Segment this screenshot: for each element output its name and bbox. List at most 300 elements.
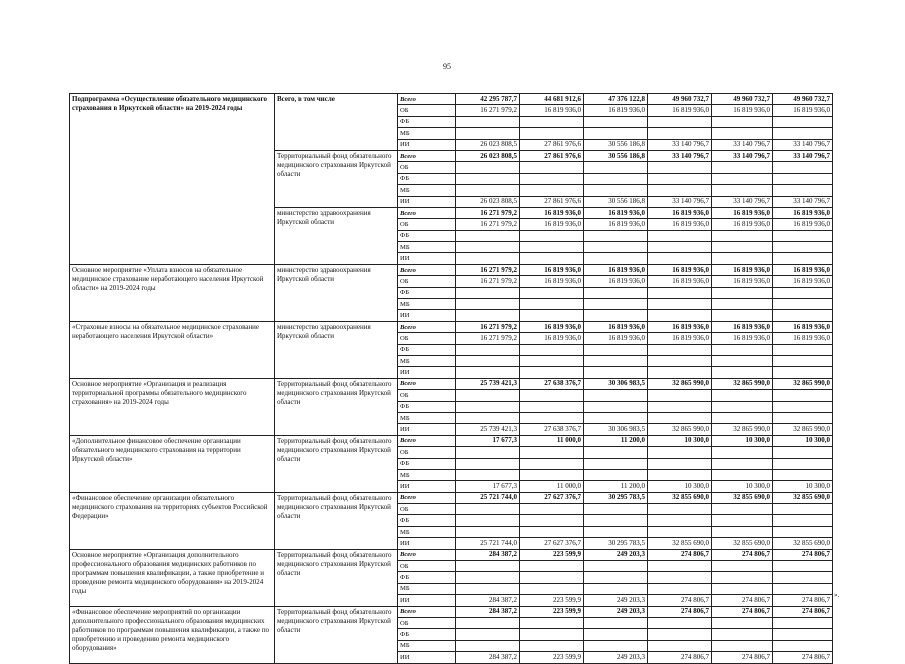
amount-cell: 25 721 744,0 xyxy=(456,538,520,549)
amount-cell xyxy=(712,561,773,572)
amount-cell xyxy=(584,185,648,196)
amount-cell xyxy=(520,629,584,640)
amount-cell xyxy=(456,629,520,640)
amount-cell xyxy=(648,401,712,412)
funding-source-cell: МБ xyxy=(398,299,456,310)
amount-cell xyxy=(773,355,833,366)
amount-cell xyxy=(712,583,773,594)
amount-cell xyxy=(520,173,584,184)
amount-cell xyxy=(584,469,648,480)
funding-source-cell: ИИ xyxy=(398,595,456,606)
amount-cell xyxy=(456,401,520,412)
amount-cell xyxy=(520,162,584,173)
amount-cell xyxy=(712,185,773,196)
amount-cell xyxy=(584,128,648,139)
amount-cell xyxy=(712,287,773,298)
amount-cell xyxy=(648,253,712,264)
amount-cell xyxy=(648,242,712,253)
amount-cell: 274 806,7 xyxy=(648,652,712,663)
amount-cell: 274 806,7 xyxy=(648,606,712,617)
amount-cell xyxy=(712,230,773,241)
amount-cell: 33 140 796,7 xyxy=(773,150,833,161)
amount-cell xyxy=(712,173,773,184)
funding-source-cell: Всего xyxy=(398,549,456,560)
funding-source-cell: Всего xyxy=(398,264,456,275)
amount-cell xyxy=(773,116,833,127)
amount-cell xyxy=(712,469,773,480)
amount-cell: 16 271 979,2 xyxy=(456,105,520,116)
funding-source-cell: ОБ xyxy=(398,561,456,572)
amount-cell xyxy=(456,526,520,537)
amount-cell xyxy=(520,401,584,412)
amount-cell xyxy=(773,230,833,241)
amount-cell: 30 556 186,8 xyxy=(584,139,648,150)
amount-cell xyxy=(773,561,833,572)
activity-name-cell: «Дополнительное финансовое обеспечение организации обязательного медицинского страхования на территории Иркутской области» xyxy=(70,435,275,492)
activity-name-cell: «Финансовое обеспечение мероприятий по организации дополнительного профессионального образования медицинских работников по программам повышения квалификации, а также по приобретению и проведению ремонта медицинского оборудования» xyxy=(70,606,275,663)
amount-cell xyxy=(712,355,773,366)
funding-source-cell: ОБ xyxy=(398,390,456,401)
amount-cell xyxy=(712,412,773,423)
amount-cell: 16 271 979,2 xyxy=(456,276,520,287)
amount-cell xyxy=(648,355,712,366)
funding-source-cell: МБ xyxy=(398,242,456,253)
amount-cell xyxy=(584,310,648,321)
funding-source-cell: МБ xyxy=(398,185,456,196)
amount-cell xyxy=(584,253,648,264)
amount-cell xyxy=(456,515,520,526)
amount-cell: 27 627 376,7 xyxy=(520,492,584,503)
table-row xyxy=(70,264,833,275)
amount-cell: 30 556 186,8 xyxy=(584,196,648,207)
funding-source-cell: ФБ xyxy=(398,287,456,298)
amount-cell: 16 819 936,0 xyxy=(520,264,584,275)
amount-cell: 33 140 796,7 xyxy=(773,139,833,150)
amount-cell xyxy=(520,128,584,139)
funding-source-cell: ИИ xyxy=(398,196,456,207)
funding-source-cell: ОБ xyxy=(398,162,456,173)
amount-cell: 16 819 936,0 xyxy=(584,207,648,218)
amount-cell xyxy=(584,526,648,537)
amount-cell xyxy=(773,640,833,651)
executor-cell: Территориальный фонд обязательного медицинского страхования Иркутской области xyxy=(275,606,398,663)
funding-source-cell: Всего xyxy=(398,321,456,332)
amount-cell xyxy=(648,344,712,355)
funding-source-cell: ОБ xyxy=(398,504,456,515)
amount-cell xyxy=(456,173,520,184)
amount-cell: 33 140 796,7 xyxy=(648,139,712,150)
amount-cell xyxy=(648,287,712,298)
amount-cell xyxy=(712,572,773,583)
amount-cell xyxy=(648,583,712,594)
funding-source-cell: ИИ xyxy=(398,139,456,150)
amount-cell xyxy=(648,128,712,139)
amount-cell: 16 819 936,0 xyxy=(773,333,833,344)
amount-cell xyxy=(456,458,520,469)
amount-cell xyxy=(648,515,712,526)
executor-cell: министерство здравоохранения Иркутской области xyxy=(275,207,398,264)
amount-cell xyxy=(584,561,648,572)
amount-cell xyxy=(712,401,773,412)
amount-cell: 30 295 783,5 xyxy=(584,538,648,549)
amount-cell xyxy=(773,367,833,378)
amount-cell xyxy=(712,344,773,355)
page-number: 95 xyxy=(443,62,451,71)
amount-cell: 274 806,7 xyxy=(648,595,712,606)
amount-cell: 49 960 732,7 xyxy=(712,94,773,105)
amount-cell: 30 556 186,8 xyxy=(584,150,648,161)
amount-cell xyxy=(456,162,520,173)
amount-cell: 284 387,2 xyxy=(456,652,520,663)
executor-cell: министерство здравоохранения Иркутской области xyxy=(275,264,398,321)
funding-source-cell: Всего xyxy=(398,150,456,161)
amount-cell xyxy=(773,469,833,480)
amount-cell xyxy=(773,401,833,412)
amount-cell: 223 599,9 xyxy=(520,595,584,606)
amount-cell: 274 806,7 xyxy=(712,652,773,663)
amount-cell xyxy=(773,572,833,583)
amount-cell xyxy=(520,572,584,583)
amount-cell: 27 861 976,6 xyxy=(520,150,584,161)
amount-cell: 16 819 936,0 xyxy=(773,321,833,332)
amount-cell: 10 300,0 xyxy=(773,435,833,446)
amount-cell: 16 819 936,0 xyxy=(584,105,648,116)
amount-cell xyxy=(584,390,648,401)
amount-cell: 32 865 990,0 xyxy=(712,378,773,389)
funding-source-cell: ОБ xyxy=(398,447,456,458)
amount-cell: 32 855 690,0 xyxy=(773,492,833,503)
amount-cell: 16 819 936,0 xyxy=(520,219,584,230)
amount-cell xyxy=(584,173,648,184)
amount-cell xyxy=(648,629,712,640)
amount-cell xyxy=(773,173,833,184)
table-row xyxy=(70,435,833,446)
amount-cell: 33 140 796,7 xyxy=(712,150,773,161)
activity-name-cell: «Финансовое обеспечение организации обязательного медицинского страхования на территориях субъектов Российской Федерации» xyxy=(70,492,275,549)
amount-cell xyxy=(648,162,712,173)
amount-cell xyxy=(773,412,833,423)
funding-source-cell: ИИ xyxy=(398,310,456,321)
amount-cell: 32 855 690,0 xyxy=(648,538,712,549)
program-funding-table xyxy=(69,93,833,664)
amount-cell xyxy=(456,583,520,594)
funding-source-cell: Всего xyxy=(398,378,456,389)
amount-cell: 32 855 690,0 xyxy=(773,538,833,549)
amount-cell xyxy=(456,299,520,310)
amount-cell xyxy=(520,504,584,515)
amount-cell xyxy=(456,504,520,515)
amount-cell: 284 387,2 xyxy=(456,549,520,560)
amount-cell: 25 721 744,0 xyxy=(456,492,520,503)
amount-cell xyxy=(648,412,712,423)
amount-cell: 16 271 979,2 xyxy=(456,333,520,344)
amount-cell: 30 306 983,5 xyxy=(584,424,648,435)
funding-source-cell: ФБ xyxy=(398,230,456,241)
amount-cell xyxy=(520,390,584,401)
amount-cell xyxy=(712,526,773,537)
amount-cell xyxy=(584,116,648,127)
amount-cell xyxy=(520,344,584,355)
activity-name-cell: Основное мероприятие «Уплата взносов на обязательное медицинское страхование неработающего населения Иркутской области» на 2019-2024 годы xyxy=(70,264,275,321)
amount-cell: 27 627 376,7 xyxy=(520,538,584,549)
amount-cell: 16 819 936,0 xyxy=(584,321,648,332)
amount-cell xyxy=(520,355,584,366)
amount-cell xyxy=(648,526,712,537)
amount-cell xyxy=(773,344,833,355)
amount-cell xyxy=(520,561,584,572)
amount-cell xyxy=(520,185,584,196)
amount-cell: 32 865 990,0 xyxy=(773,424,833,435)
amount-cell xyxy=(712,128,773,139)
amount-cell: 249 203,3 xyxy=(584,549,648,560)
amount-cell: 16 819 936,0 xyxy=(712,333,773,344)
amount-cell xyxy=(773,515,833,526)
amount-cell: 11 200,0 xyxy=(584,435,648,446)
amount-cell xyxy=(456,230,520,241)
amount-cell xyxy=(584,583,648,594)
amount-cell xyxy=(712,390,773,401)
amount-cell xyxy=(648,230,712,241)
funding-source-cell: ОБ xyxy=(398,219,456,230)
activity-name-cell: Подпрограмма «Осуществление обязательного медицинского страхования в Иркутской области» на 2019-2024 годы xyxy=(70,94,275,265)
amount-cell: 274 806,7 xyxy=(773,595,833,606)
funding-source-cell: Всего xyxy=(398,435,456,446)
amount-cell xyxy=(584,287,648,298)
amount-cell: 16 819 936,0 xyxy=(584,264,648,275)
amount-cell: 32 865 990,0 xyxy=(648,424,712,435)
amount-cell: 42 295 787,7 xyxy=(456,94,520,105)
amount-cell: 284 387,2 xyxy=(456,595,520,606)
amount-cell xyxy=(712,367,773,378)
amount-cell: 33 140 796,7 xyxy=(648,150,712,161)
amount-cell xyxy=(773,526,833,537)
amount-cell xyxy=(648,367,712,378)
amount-cell: 11 000,0 xyxy=(520,481,584,492)
amount-cell xyxy=(773,458,833,469)
amount-cell: 16 819 936,0 xyxy=(712,207,773,218)
funding-source-cell: ОБ xyxy=(398,617,456,628)
amount-cell xyxy=(520,253,584,264)
funding-source-cell: ФБ xyxy=(398,401,456,412)
amount-cell xyxy=(712,162,773,173)
amount-cell: 27 638 376,7 xyxy=(520,424,584,435)
amount-cell: 16 819 936,0 xyxy=(773,105,833,116)
amount-cell xyxy=(456,390,520,401)
amount-cell xyxy=(584,515,648,526)
amount-cell: 16 819 936,0 xyxy=(648,219,712,230)
executor-cell: Территориальный фонд обязательного медицинского страхования Иркутской области xyxy=(275,549,398,606)
amount-cell: 49 960 732,7 xyxy=(648,94,712,105)
amount-cell xyxy=(773,629,833,640)
amount-cell xyxy=(584,367,648,378)
amount-cell xyxy=(520,640,584,651)
amount-cell: 16 819 936,0 xyxy=(773,276,833,287)
amount-cell xyxy=(648,390,712,401)
amount-cell xyxy=(648,504,712,515)
amount-cell xyxy=(773,128,833,139)
executor-cell: Территориальный фонд обязательного медицинского страхования Иркутской области xyxy=(275,378,398,435)
amount-cell: 274 806,7 xyxy=(648,549,712,560)
funding-source-cell: ОБ xyxy=(398,105,456,116)
amount-cell xyxy=(456,310,520,321)
funding-source-cell: ОБ xyxy=(398,333,456,344)
amount-cell: 30 306 983,5 xyxy=(584,378,648,389)
amount-cell xyxy=(648,458,712,469)
amount-cell xyxy=(712,515,773,526)
amount-cell: 16 819 936,0 xyxy=(520,333,584,344)
amount-cell xyxy=(584,230,648,241)
amount-cell: 32 865 990,0 xyxy=(773,378,833,389)
amount-cell: 16 819 936,0 xyxy=(773,264,833,275)
amount-cell xyxy=(520,412,584,423)
executor-cell: Территориальный фонд обязательного медицинского страхования Иркутской области xyxy=(275,492,398,549)
amount-cell xyxy=(520,116,584,127)
amount-cell: 284 387,2 xyxy=(456,606,520,617)
table-row xyxy=(70,549,833,560)
amount-cell xyxy=(584,629,648,640)
amount-cell xyxy=(773,287,833,298)
amount-cell: 26 023 808,5 xyxy=(456,150,520,161)
amount-cell: 33 140 796,7 xyxy=(712,139,773,150)
amount-cell xyxy=(520,515,584,526)
amount-cell: 16 819 936,0 xyxy=(712,276,773,287)
amount-cell: 10 300,0 xyxy=(712,435,773,446)
amount-cell xyxy=(773,617,833,628)
amount-cell xyxy=(773,242,833,253)
amount-cell: 32 855 690,0 xyxy=(712,492,773,503)
amount-cell xyxy=(584,458,648,469)
amount-cell xyxy=(520,242,584,253)
amount-cell: 223 599,9 xyxy=(520,652,584,663)
amount-cell xyxy=(648,572,712,583)
amount-cell xyxy=(773,504,833,515)
funding-source-cell: ИИ xyxy=(398,253,456,264)
amount-cell xyxy=(712,458,773,469)
funding-source-cell: ФБ xyxy=(398,116,456,127)
amount-cell xyxy=(648,185,712,196)
amount-cell xyxy=(520,617,584,628)
amount-cell xyxy=(584,412,648,423)
amount-cell xyxy=(456,116,520,127)
amount-cell: 16 819 936,0 xyxy=(648,333,712,344)
amount-cell xyxy=(648,310,712,321)
funding-source-cell: ФБ xyxy=(398,515,456,526)
amount-cell xyxy=(520,526,584,537)
amount-cell xyxy=(456,561,520,572)
amount-cell: 249 203,3 xyxy=(584,606,648,617)
amount-cell: 16 819 936,0 xyxy=(584,333,648,344)
funding-source-cell: ФБ xyxy=(398,629,456,640)
amount-cell xyxy=(773,162,833,173)
amount-cell xyxy=(456,572,520,583)
amount-cell: 16 819 936,0 xyxy=(773,207,833,218)
amount-cell xyxy=(773,185,833,196)
amount-cell xyxy=(520,458,584,469)
amount-cell xyxy=(584,162,648,173)
amount-cell xyxy=(520,367,584,378)
amount-cell: 16 819 936,0 xyxy=(712,264,773,275)
amount-cell: 249 203,3 xyxy=(584,595,648,606)
amount-cell xyxy=(648,299,712,310)
amount-cell: 274 806,7 xyxy=(773,652,833,663)
amount-cell xyxy=(648,617,712,628)
amount-cell xyxy=(456,469,520,480)
amount-cell xyxy=(456,128,520,139)
amount-cell: 16 819 936,0 xyxy=(648,276,712,287)
funding-source-cell: МБ xyxy=(398,128,456,139)
amount-cell: 274 806,7 xyxy=(773,549,833,560)
funding-source-cell: ФБ xyxy=(398,173,456,184)
amount-cell xyxy=(456,242,520,253)
amount-cell xyxy=(773,299,833,310)
amount-cell xyxy=(648,447,712,458)
amount-cell: 10 300,0 xyxy=(648,435,712,446)
amount-cell: 16 819 936,0 xyxy=(520,207,584,218)
amount-cell xyxy=(520,583,584,594)
amount-cell xyxy=(456,412,520,423)
activity-name-cell: Основное мероприятие «Организация и реализация территориальной программы обязательного медицинского страхования» на 2019-2024 годы xyxy=(70,378,275,435)
amount-cell: 10 300,0 xyxy=(712,481,773,492)
funding-source-cell: ФБ xyxy=(398,572,456,583)
executor-cell: Территориальный фонд обязательного медицинского страхования Иркутской области xyxy=(275,150,398,207)
amount-cell: 16 819 936,0 xyxy=(520,276,584,287)
funding-source-cell: МБ xyxy=(398,526,456,537)
amount-cell: 25 739 421,3 xyxy=(456,424,520,435)
amount-cell xyxy=(456,355,520,366)
amount-cell: 223 599,9 xyxy=(520,606,584,617)
funding-source-cell: ИИ xyxy=(398,538,456,549)
amount-cell xyxy=(712,447,773,458)
funding-source-cell: МБ xyxy=(398,640,456,651)
amount-cell xyxy=(648,116,712,127)
amount-cell: 33 140 796,7 xyxy=(648,196,712,207)
amount-cell: 26 023 808,5 xyxy=(456,139,520,150)
amount-cell xyxy=(712,504,773,515)
amount-cell: 16 819 936,0 xyxy=(648,264,712,275)
amount-cell: 249 203,3 xyxy=(584,652,648,663)
amount-cell xyxy=(584,401,648,412)
amount-cell xyxy=(712,116,773,127)
funding-source-cell: ФБ xyxy=(398,344,456,355)
amount-cell xyxy=(456,447,520,458)
amount-cell xyxy=(773,310,833,321)
amount-cell: 16 819 936,0 xyxy=(773,219,833,230)
amount-cell: 16 271 979,2 xyxy=(456,321,520,332)
amount-cell xyxy=(520,310,584,321)
amount-cell xyxy=(712,310,773,321)
amount-cell xyxy=(773,390,833,401)
amount-cell: 274 806,7 xyxy=(773,606,833,617)
funding-source-cell: МБ xyxy=(398,355,456,366)
amount-cell: 49 960 732,7 xyxy=(773,94,833,105)
activity-name-cell: «Страховые взносы на обязательное медицинское страхование неработающего населения Иркутской области» xyxy=(70,321,275,378)
amount-cell: 16 271 979,2 xyxy=(456,207,520,218)
amount-cell: 10 300,0 xyxy=(648,481,712,492)
table-row xyxy=(70,492,833,503)
amount-cell: 17 677,3 xyxy=(456,481,520,492)
amount-cell: 16 819 936,0 xyxy=(712,105,773,116)
amount-cell xyxy=(456,367,520,378)
amount-cell xyxy=(456,617,520,628)
amount-cell xyxy=(712,253,773,264)
amount-cell xyxy=(584,504,648,515)
amount-cell xyxy=(456,185,520,196)
amount-cell xyxy=(520,299,584,310)
table-row xyxy=(70,606,833,617)
amount-cell: 11 200,0 xyxy=(584,481,648,492)
amount-cell xyxy=(520,287,584,298)
amount-cell xyxy=(584,617,648,628)
